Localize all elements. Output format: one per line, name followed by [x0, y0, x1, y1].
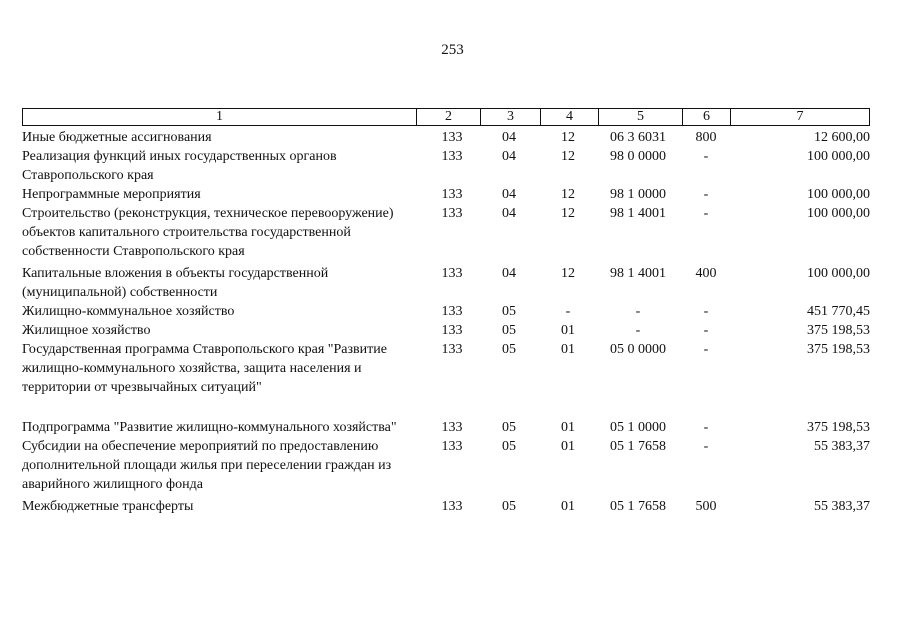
cell-col-7: 375 198,53	[807, 342, 870, 357]
cell-col-7: 375 198,53	[807, 323, 870, 338]
table-body	[22, 128, 870, 516]
cell-col-3: 05	[502, 499, 516, 514]
cell-col-5: 98 1 4001	[610, 266, 666, 281]
cell-col-4: 01	[561, 323, 575, 338]
cell-col-7: 100 000,00	[807, 187, 870, 202]
cell-col-2: 133	[441, 499, 463, 514]
cell-col-3: 05	[502, 323, 516, 338]
cell-col-4: -	[565, 304, 571, 319]
cell-col-2: 133	[441, 304, 463, 319]
table-row	[22, 437, 870, 494]
cell-col-5: 98 1 4001	[610, 206, 666, 221]
row-name: Реализация функций иных государственных органов Ставропольского края	[22, 149, 337, 183]
cell-col-3: 05	[502, 304, 516, 319]
cell-col-2: 133	[441, 420, 463, 435]
cell-col-6: -	[703, 439, 709, 454]
cell-col-3: 05	[502, 420, 516, 435]
cell-col-3: 04	[502, 130, 516, 145]
table-row	[22, 340, 870, 397]
cell-col-5: 05 1 7658	[610, 439, 666, 454]
cell-col-3: 04	[502, 266, 516, 281]
row-name: Межбюджетные трансферты	[22, 499, 194, 514]
cell-col-5: -	[635, 323, 641, 338]
cell-col-6: -	[703, 149, 709, 164]
row-name: Жилищное хозяйство	[22, 323, 151, 338]
cell-col-6: -	[703, 187, 709, 202]
cell-col-2: 133	[441, 323, 463, 338]
cell-col-5: 98 0 0000	[610, 149, 666, 164]
cell-col-5: -	[635, 304, 641, 319]
cell-col-4: 01	[561, 342, 575, 357]
cell-col-7: 375 198,53	[807, 420, 870, 435]
cell-col-2: 133	[441, 187, 463, 202]
table-row	[22, 321, 870, 340]
cell-col-6: -	[703, 342, 709, 357]
cell-col-2: 133	[441, 266, 463, 281]
table-row	[22, 128, 870, 147]
header-col-4: 4	[541, 109, 599, 125]
cell-col-3: 04	[502, 187, 516, 202]
row-name: Государственная программа Ставропольского края "Развитие жилищно-коммунального хозяйства, защита населения и территории от чрезвычайных ситуаций"	[22, 342, 387, 395]
row-name: Строительство (реконструкция, техническое перевооружение) объектов капитального строительства государственной собственности Ставропольского края	[22, 206, 394, 259]
row-name: Подпрограмма "Развитие жилищно-коммунального хозяйства"	[22, 420, 397, 435]
cell-col-4: 12	[561, 149, 575, 164]
row-name: Субсидии на обеспечение мероприятий по предоставлению дополнительной площади жилья при переселении граждан из аварийного жилищного фонда	[22, 439, 392, 492]
cell-col-4: 12	[561, 206, 575, 221]
cell-col-6: -	[703, 420, 709, 435]
cell-col-5: 98 1 0000	[610, 187, 666, 202]
cell-col-3: 05	[502, 342, 516, 357]
cell-col-3: 04	[502, 206, 516, 221]
cell-col-7: 55 383,37	[814, 499, 870, 514]
cell-col-7: 100 000,00	[807, 206, 870, 221]
table-row	[22, 147, 870, 185]
header-col-5: 5	[599, 109, 683, 125]
cell-col-5: 06 3 6031	[610, 130, 666, 145]
header-col-7: 7	[796, 109, 804, 124]
cell-col-6: -	[703, 323, 709, 338]
cell-col-7: 12 600,00	[814, 130, 870, 145]
header-col-6: 6	[683, 109, 731, 125]
cell-col-2: 133	[441, 130, 463, 145]
cell-col-6: 800	[695, 130, 717, 145]
table-row	[22, 302, 870, 321]
cell-col-4: 12	[561, 130, 575, 145]
cell-col-2: 133	[441, 206, 463, 221]
cell-col-4: 01	[561, 420, 575, 435]
cell-col-4: 12	[561, 187, 575, 202]
row-name: Капитальные вложения в объекты государственной (муниципальной) собственности	[22, 266, 329, 300]
cell-col-6: 400	[695, 266, 717, 281]
table-row	[22, 264, 870, 302]
table-header	[22, 108, 870, 126]
cell-col-5: 05 0 0000	[610, 342, 666, 357]
cell-col-5: 05 1 0000	[610, 420, 666, 435]
cell-col-6: -	[703, 304, 709, 319]
cell-col-7: 451 770,45	[807, 304, 870, 319]
header-col-3: 3	[481, 109, 541, 125]
table-row	[22, 497, 870, 516]
cell-col-7: 55 383,37	[814, 439, 870, 454]
cell-col-4: 01	[561, 439, 575, 454]
cell-col-7: 100 000,00	[807, 266, 870, 281]
cell-col-7: 100 000,00	[807, 149, 870, 164]
cell-col-3: 04	[502, 149, 516, 164]
row-name: Жилищно-коммунальное хозяйство	[22, 304, 235, 319]
table-row	[22, 204, 870, 261]
header-col-1: 1	[23, 109, 417, 125]
cell-col-2: 133	[441, 342, 463, 357]
cell-col-4: 01	[561, 499, 575, 514]
row-name: Иные бюджетные ассигнования	[22, 130, 212, 145]
cell-col-4: 12	[561, 266, 575, 281]
table-row	[22, 185, 870, 204]
row-name: Непрограммные мероприятия	[22, 187, 201, 202]
cell-col-5: 05 1 7658	[610, 499, 666, 514]
table-row	[22, 418, 870, 437]
header-col-2: 2	[417, 109, 481, 125]
cell-col-6: -	[703, 206, 709, 221]
cell-col-6: 500	[695, 499, 717, 514]
page-number: 253	[441, 42, 464, 58]
cell-col-2: 133	[441, 439, 463, 454]
cell-col-3: 05	[502, 439, 516, 454]
cell-col-2: 133	[441, 149, 463, 164]
